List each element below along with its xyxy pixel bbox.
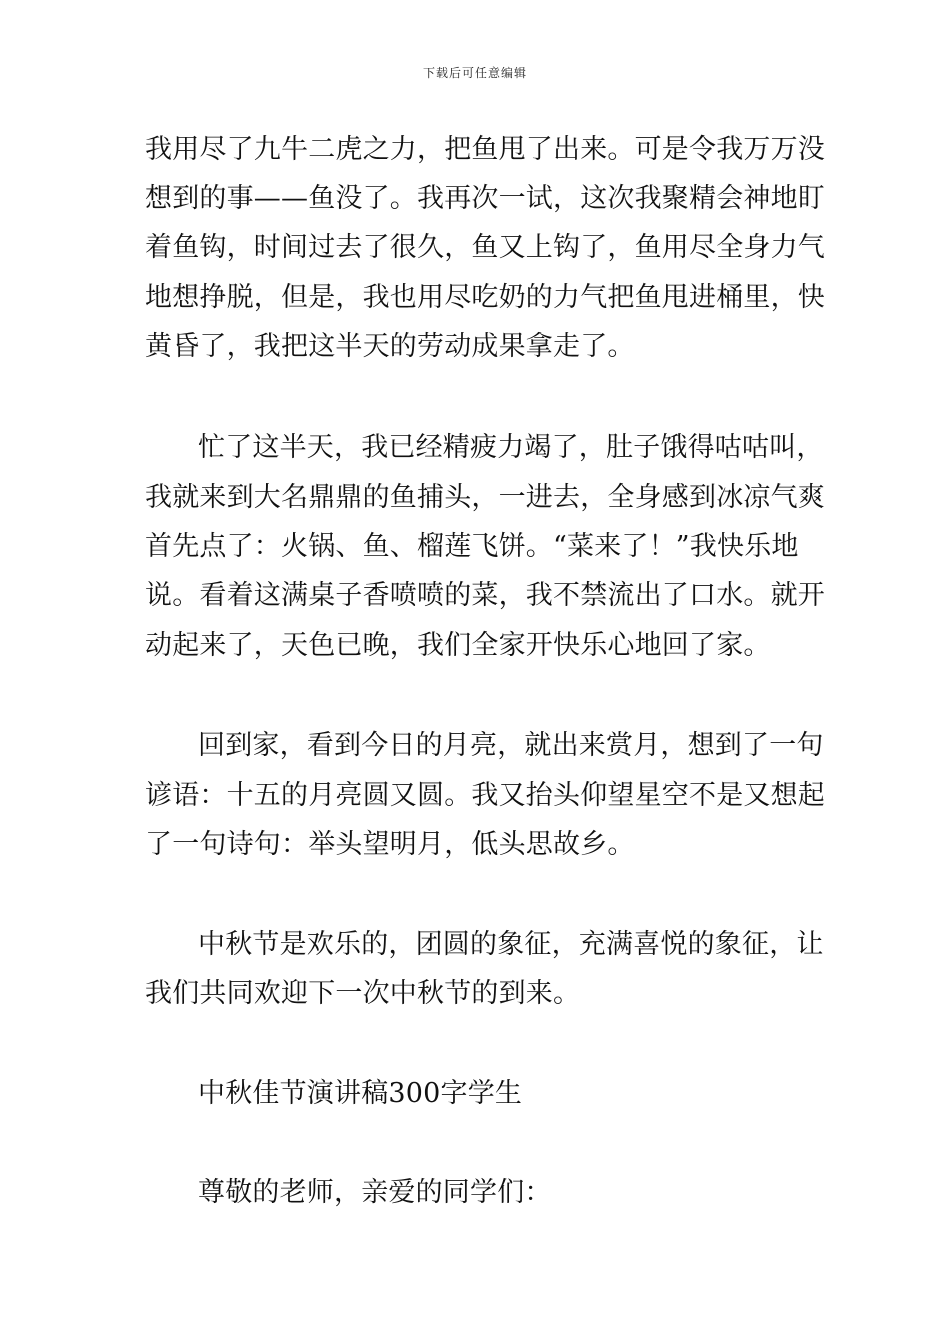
text-line: 回到家，看到今日的月亮，就出来赏月，想到了一句 bbox=[198, 730, 824, 761]
text-line: 了一句诗句：举头望明月，低头思故乡。 bbox=[145, 829, 635, 860]
text-line: 忙了这半天，我已经精疲力竭了，肚子饿得咕咕叫， bbox=[198, 432, 824, 463]
text-line: 着鱼钩，时间过去了很久，鱼又上钩了，鱼用尽全身力气 bbox=[145, 232, 825, 263]
text-line: 黄昏了，我把这半天的劳动成果拿走了。 bbox=[145, 331, 635, 362]
text-line: 中秋节是欢乐的，团圆的象征，充满喜悦的象征，让 bbox=[198, 929, 824, 960]
text-line: 我用尽了九牛二虎之力，把鱼甩了出来。可是令我万万没 bbox=[145, 134, 825, 165]
speech-title: 中秋佳节演讲稿300字学生 bbox=[198, 1078, 523, 1109]
text-line: 我们共同欢迎下一次中秋节的到来。 bbox=[145, 978, 581, 1009]
text-line: 说。看着这满桌子香喷喷的菜，我不禁流出了口水。就开 bbox=[145, 580, 825, 611]
text-line: 首先点了：火锅、鱼、榴莲飞饼。“菜来了！”我快乐地 bbox=[145, 531, 799, 562]
text-line: 地想挣脱，但是，我也用尽吃奶的力气把鱼甩进桶里，快 bbox=[145, 282, 825, 313]
text-line: 我就来到大名鼎鼎的鱼捕头，一进去，全身感到冰凉气爽 bbox=[145, 482, 825, 513]
page-header: 下载后可任意编辑 bbox=[422, 66, 527, 80]
text-line: 想到的事——鱼没了。我再次一试，这次我聚精会神地盯 bbox=[145, 183, 825, 214]
text-line: 谚语：十五的月亮圆又圆。我又抬头仰望星空不是又想起 bbox=[145, 780, 825, 811]
text-line: 动起来了，天色已晚，我们全家开快乐心地回了家。 bbox=[145, 630, 771, 661]
greeting-line: 尊敬的老师，亲爱的同学们： bbox=[198, 1177, 552, 1208]
